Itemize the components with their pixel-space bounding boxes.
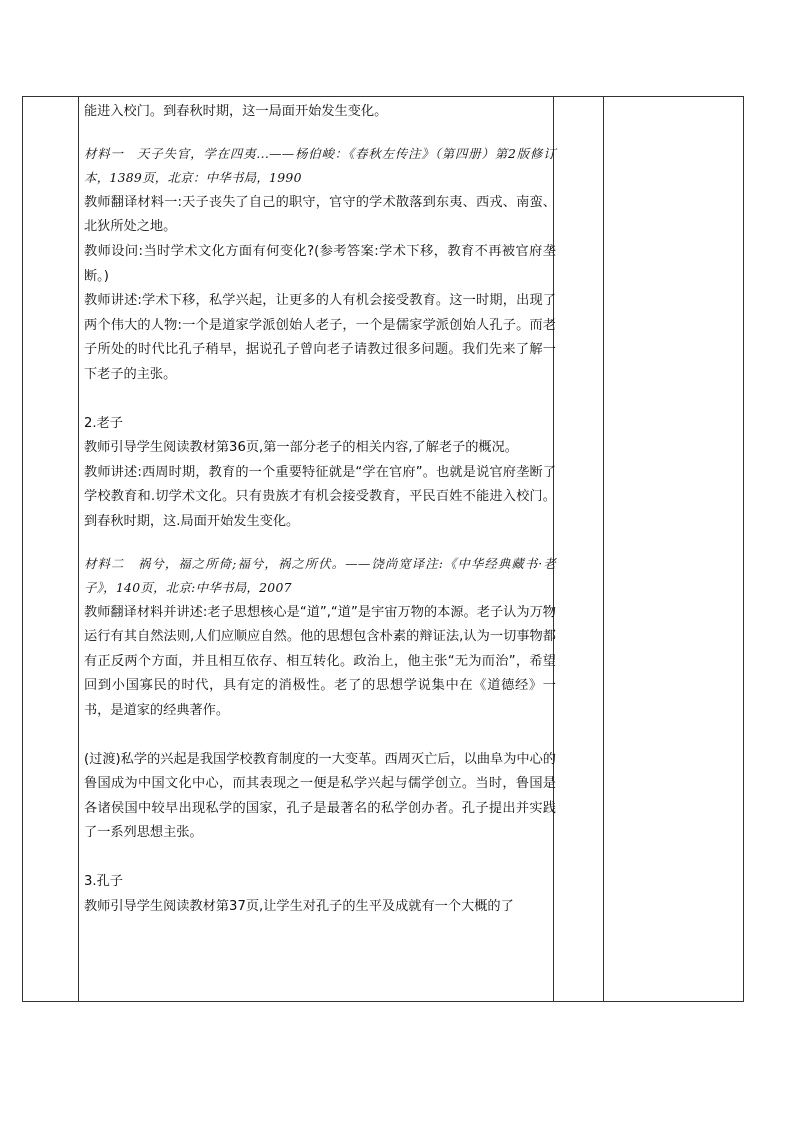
- paragraph: 教师讲述:学术下移，私学兴起，让更多的人有机会接受教育。这一时期，出现了两个伟大的人物:一个是道家学派创始人老子，一个是儒家学派创始人孔子。而老子所处的时代比孔子稍早，据说孔子曾向老子请教过很多问题。我们先来了解一下老子的主张。: [84, 293, 556, 382]
- section-heading: 3.孔子: [84, 874, 123, 890]
- source-quote: 材料一 天子失官，学在四夷...——杨伯峻：《春秋左传注》（第四册）第2版修订本，1389页，北京：中华书局，1990: [84, 145, 556, 186]
- source-quote: 材料二 祸兮，福之所倚;福兮，祸之所伏。——饶尚宽译注:《中华经典藏书·老子》，140页，北京:中华书局，2007: [84, 555, 556, 596]
- paragraph: 教师翻译材料并讲述:老子思想核心是“道”,“道”是宇宙万物的本源。老子认为万物运行有其自然法则,人们应顺应自然。他的思想包含朴素的辩证法,认为一切事物都有正反两个方面，并且相互依存、相互转化。政治上，他主张“无为而治”，希望回到小国寡民的时代，具有定的消极性。老了的思想学说集中在《道德经》一书，是道家的经典著作。: [84, 604, 556, 719]
- lesson-content-cell: [84, 100, 556, 919]
- section-heading: 2.老子: [84, 415, 123, 431]
- paragraph: 教师引导学生阅读教材第37页,让学生对孔子的生平及成就有一个大概的了: [84, 898, 514, 914]
- paragraph: 教师引导学生阅读教材第36页,第一部分老子的相关内容,了解老子的概况。: [84, 440, 518, 456]
- paragraph: 教师讲述:西周时期，教育的一个重要特征就是“学在官府”。也就是说官府垄断了学校教育和.切学术文化。只有贵族才有机会接受教育，平民百姓不能进入校门。到春秋时期，这.局面开始发生变化。: [84, 464, 556, 529]
- paragraph: (过渡)私学的兴起是我国学校教育制度的一大变革。西周灭亡后，以曲阜为中心的鲁国成为中国文化中心，而其表现之一便是私学兴起与儒学创立。当时，鲁国是各诸侯国中较早出现私学的国家，孔子是最著名的私学创办者。孔子提出并实践了一系列思想主张。: [84, 751, 556, 841]
- paragraph: 能进入校门。到春秋时期，这一局面开始发生变化。: [84, 104, 388, 119]
- paragraph: 教师翻译材料一:天子丧失了自己的职守，官守的学术散落到东夷、西戎、南蛮、北狄所处之地。: [84, 194, 556, 235]
- table-column-divider: [603, 97, 604, 1001]
- paragraph: 教师设问:当时学术文化方面有何变化?(参考答案:学术下移，教育不再被官府垄断。): [84, 243, 556, 284]
- table-column-divider: [78, 97, 79, 1001]
